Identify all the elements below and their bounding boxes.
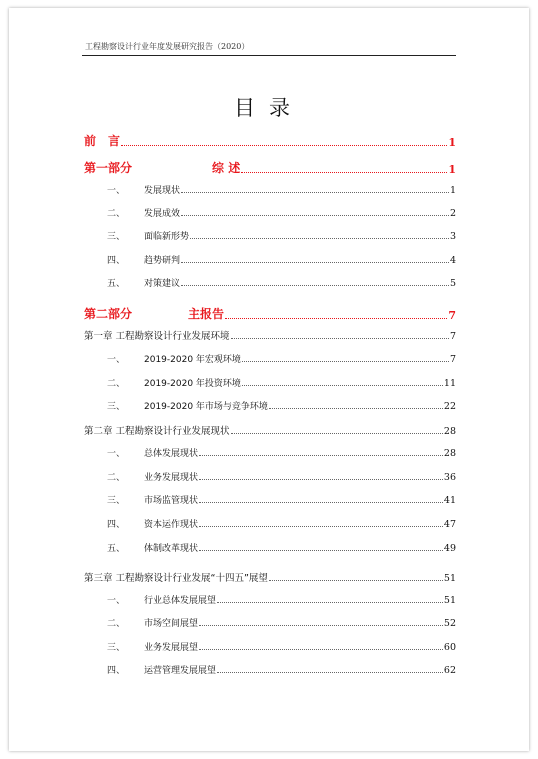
toc-page-number: 1 <box>448 163 456 176</box>
leader-dots <box>121 145 447 146</box>
toc-entry-ch1s3[interactable] <box>84 399 456 412</box>
toc-entry-label: 业务发展展望 <box>144 643 199 653</box>
toc-entry-label: 第一章 工程勘察设计行业发展环境 <box>84 331 230 342</box>
toc-entry-label: 行业总体发展展望 <box>144 596 217 606</box>
toc-entry-ch3s1[interactable] <box>84 593 456 606</box>
toc-entry-label: 对策建议 <box>144 279 181 289</box>
leader-dots <box>199 550 443 551</box>
toc-entry-ch1s2[interactable] <box>84 376 456 389</box>
leader-dots <box>199 455 443 456</box>
toc-entry-label: 面临新形势 <box>144 232 190 242</box>
toc-entry-label: 运营管理发展展望 <box>144 666 217 676</box>
leader-dots <box>190 238 449 239</box>
toc-entry-ch2s1[interactable] <box>84 446 456 459</box>
toc-entry-label: 第三章 工程勘察设计行业发展“十四五”展望 <box>84 573 268 584</box>
toc-entry-ch1s1[interactable] <box>84 352 456 365</box>
toc-entry-number: 四、 <box>107 520 126 530</box>
toc-entry-ch1[interactable] <box>84 328 456 342</box>
toc-page-number: 11 <box>443 378 456 389</box>
leader-dots <box>199 502 443 503</box>
leader-dots <box>181 262 449 263</box>
leader-dots <box>181 285 449 286</box>
toc-entry-ch2s4[interactable] <box>84 517 456 530</box>
toc-entry-label: 发展成效 <box>144 209 181 219</box>
toc-entry-p1s3[interactable] <box>84 229 456 242</box>
toc-page-number: 41 <box>443 495 456 506</box>
toc-page-number: 28 <box>443 448 456 459</box>
toc-entry-label: 市场空间展望 <box>144 619 199 629</box>
toc-page-number: 5 <box>449 278 456 289</box>
toc-entry-p1s1[interactable] <box>84 183 456 196</box>
toc-entry-ch3[interactable] <box>84 570 456 584</box>
toc-entry-p1s2[interactable] <box>84 206 456 219</box>
toc-entry-label-secondary: 主报告 <box>188 307 225 321</box>
leader-dots <box>225 318 447 319</box>
toc-entry-label: 第二章 工程勘察设计行业发展现状 <box>84 426 230 437</box>
toc-page-number: 7 <box>449 331 456 342</box>
toc-entry-number: 一、 <box>107 186 126 196</box>
toc-entry-label: 2019-2020 年市场与竞争环境 <box>144 402 268 412</box>
toc-entry-number: 一、 <box>107 355 126 365</box>
toc-entry-preface[interactable] <box>84 132 456 149</box>
toc-entry-ch2s2[interactable] <box>84 470 456 483</box>
toc-page-number: 51 <box>443 595 456 606</box>
toc-entry-number: 二、 <box>107 619 126 629</box>
toc-page-number: 3 <box>449 231 456 242</box>
leader-dots <box>217 602 443 603</box>
toc-entry-number: 二、 <box>107 209 126 219</box>
toc-entry-label: 第二部分 <box>84 307 133 321</box>
header-rule <box>82 55 456 56</box>
toc-page-number: 47 <box>443 519 456 530</box>
toc-page-number: 2 <box>449 208 456 219</box>
toc-entry-number: 五、 <box>107 279 126 289</box>
toc-entry-ch3s2[interactable] <box>84 616 456 629</box>
toc-entry-number: 五、 <box>107 544 126 554</box>
toc-entry-ch3s4[interactable] <box>84 663 456 676</box>
toc-entry-ch3s3[interactable] <box>84 640 456 653</box>
toc-entry-number: 一、 <box>107 449 126 459</box>
toc-entry-part1[interactable] <box>84 159 456 176</box>
toc-entry-label: 趋势研判 <box>144 256 181 266</box>
toc-page-number: 60 <box>443 642 456 653</box>
toc-entry-number: 三、 <box>107 232 126 242</box>
toc-title: 目录 <box>234 96 304 120</box>
toc-entry-label: 体制改革现状 <box>144 544 199 554</box>
toc-entry-part2[interactable] <box>84 305 456 322</box>
running-header: 工程勘察设计行业年度发展研究报告（2020） <box>85 42 250 51</box>
toc-entry-p1s4[interactable] <box>84 253 456 266</box>
toc-page-number: 49 <box>443 543 456 554</box>
leader-dots <box>231 433 443 434</box>
leader-dots <box>199 625 443 626</box>
toc-page-number: 36 <box>443 472 456 483</box>
toc-entry-ch2[interactable] <box>84 423 456 437</box>
leader-dots <box>217 672 443 673</box>
leader-dots <box>181 215 449 216</box>
toc-entry-number: 四、 <box>107 256 126 266</box>
leader-dots <box>231 338 449 339</box>
toc-entry-number: 二、 <box>107 379 126 389</box>
toc-entry-p1s5[interactable] <box>84 276 456 289</box>
toc-entry-label: 资本运作现状 <box>144 520 199 530</box>
toc-entry-number: 四、 <box>107 666 126 676</box>
toc-page-number: 4 <box>449 255 456 266</box>
toc-page-number: 51 <box>443 573 456 584</box>
toc-entry-label: 发展现状 <box>144 186 181 196</box>
leader-dots <box>242 385 443 386</box>
toc-entry-number: 一、 <box>107 596 126 606</box>
toc-entry-number: 三、 <box>107 643 126 653</box>
toc-page-number: 1 <box>449 185 456 196</box>
toc-page-number: 7 <box>448 309 456 322</box>
toc-entry-label: 业务发展现状 <box>144 473 199 483</box>
toc-page-number: 22 <box>443 401 456 412</box>
toc-page-number: 52 <box>443 618 456 629</box>
toc-entry-label: 2019-2020 年宏观环境 <box>144 355 241 365</box>
toc-entry-label: 第一部分 <box>84 161 133 175</box>
leader-dots <box>242 361 449 362</box>
toc-entry-label: 总体发展现状 <box>144 449 199 459</box>
leader-dots <box>199 649 443 650</box>
toc-entry-ch2s5[interactable] <box>84 541 456 554</box>
toc-page-number: 1 <box>448 136 456 149</box>
toc-entry-label: 2019-2020 年投资环境 <box>144 379 241 389</box>
toc-entry-label: 前 言 <box>84 134 121 148</box>
leader-dots <box>241 172 447 173</box>
toc-entry-number: 二、 <box>107 473 126 483</box>
toc-page-number: 62 <box>443 665 456 676</box>
leader-dots <box>181 192 449 193</box>
toc-entry-number: 三、 <box>107 402 126 412</box>
toc-entry-ch2s3[interactable] <box>84 493 456 506</box>
toc-entry-label-secondary: 综 述 <box>212 161 241 175</box>
toc-page-number: 7 <box>449 354 456 365</box>
leader-dots <box>199 526 443 527</box>
toc-entry-label: 市场监管现状 <box>144 496 199 506</box>
leader-dots <box>199 479 443 480</box>
toc-page-number: 28 <box>443 426 456 437</box>
leader-dots <box>269 580 443 581</box>
leader-dots <box>269 408 443 409</box>
toc-entry-number: 三、 <box>107 496 126 506</box>
